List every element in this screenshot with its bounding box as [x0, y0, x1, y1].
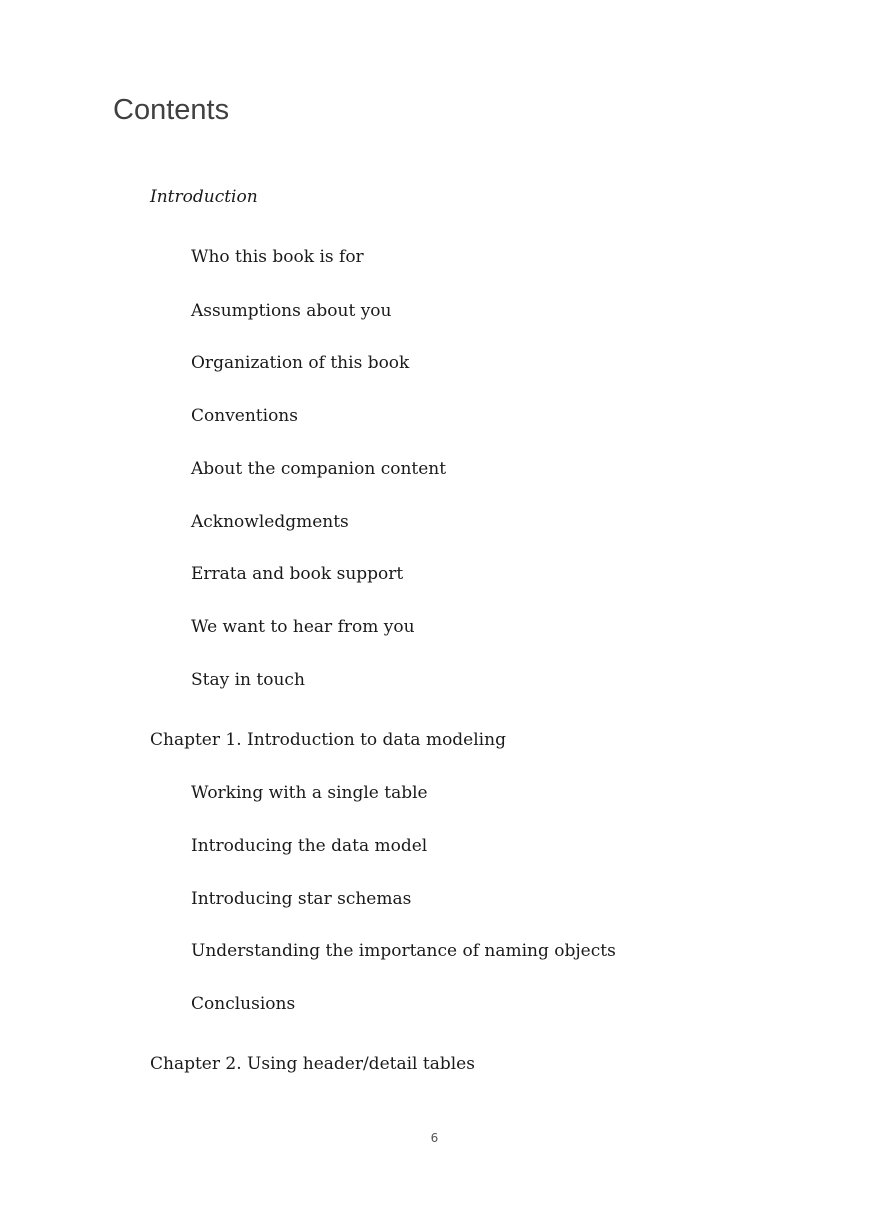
toc-item-companion-content[interactable]: About the companion content — [191, 459, 447, 479]
page-number: 6 — [430, 1131, 439, 1145]
toc-item-who-this-book-is-for[interactable]: Who this book is for — [191, 247, 364, 267]
toc-item-hear-from-you[interactable]: We want to hear from you — [191, 617, 415, 637]
toc-item-star-schemas[interactable]: Introducing star schemas — [191, 889, 412, 909]
toc-item-naming-objects[interactable]: Understanding the importance of naming objects — [191, 941, 616, 961]
toc-item-conclusions[interactable]: Conclusions — [191, 994, 296, 1014]
toc-item-assumptions[interactable]: Assumptions about you — [191, 301, 392, 321]
toc-item-organization[interactable]: Organization of this book — [191, 353, 410, 373]
toc-item-errata[interactable]: Errata and book support — [191, 564, 404, 584]
toc-item-single-table[interactable]: Working with a single table — [191, 783, 428, 803]
toc-heading-chapter-1[interactable]: Chapter 1. Introduction to data modeling — [150, 730, 506, 750]
toc-heading-chapter-2[interactable]: Chapter 2. Using header/detail tables — [150, 1054, 475, 1074]
toc-heading-introduction[interactable]: Introduction — [150, 187, 258, 207]
page-title: Contents — [113, 94, 230, 126]
toc-item-stay-in-touch[interactable]: Stay in touch — [191, 670, 305, 690]
toc-item-conventions[interactable]: Conventions — [191, 406, 298, 426]
toc-item-acknowledgments[interactable]: Acknowledgments — [191, 512, 349, 532]
toc-item-data-model[interactable]: Introducing the data model — [191, 836, 428, 856]
